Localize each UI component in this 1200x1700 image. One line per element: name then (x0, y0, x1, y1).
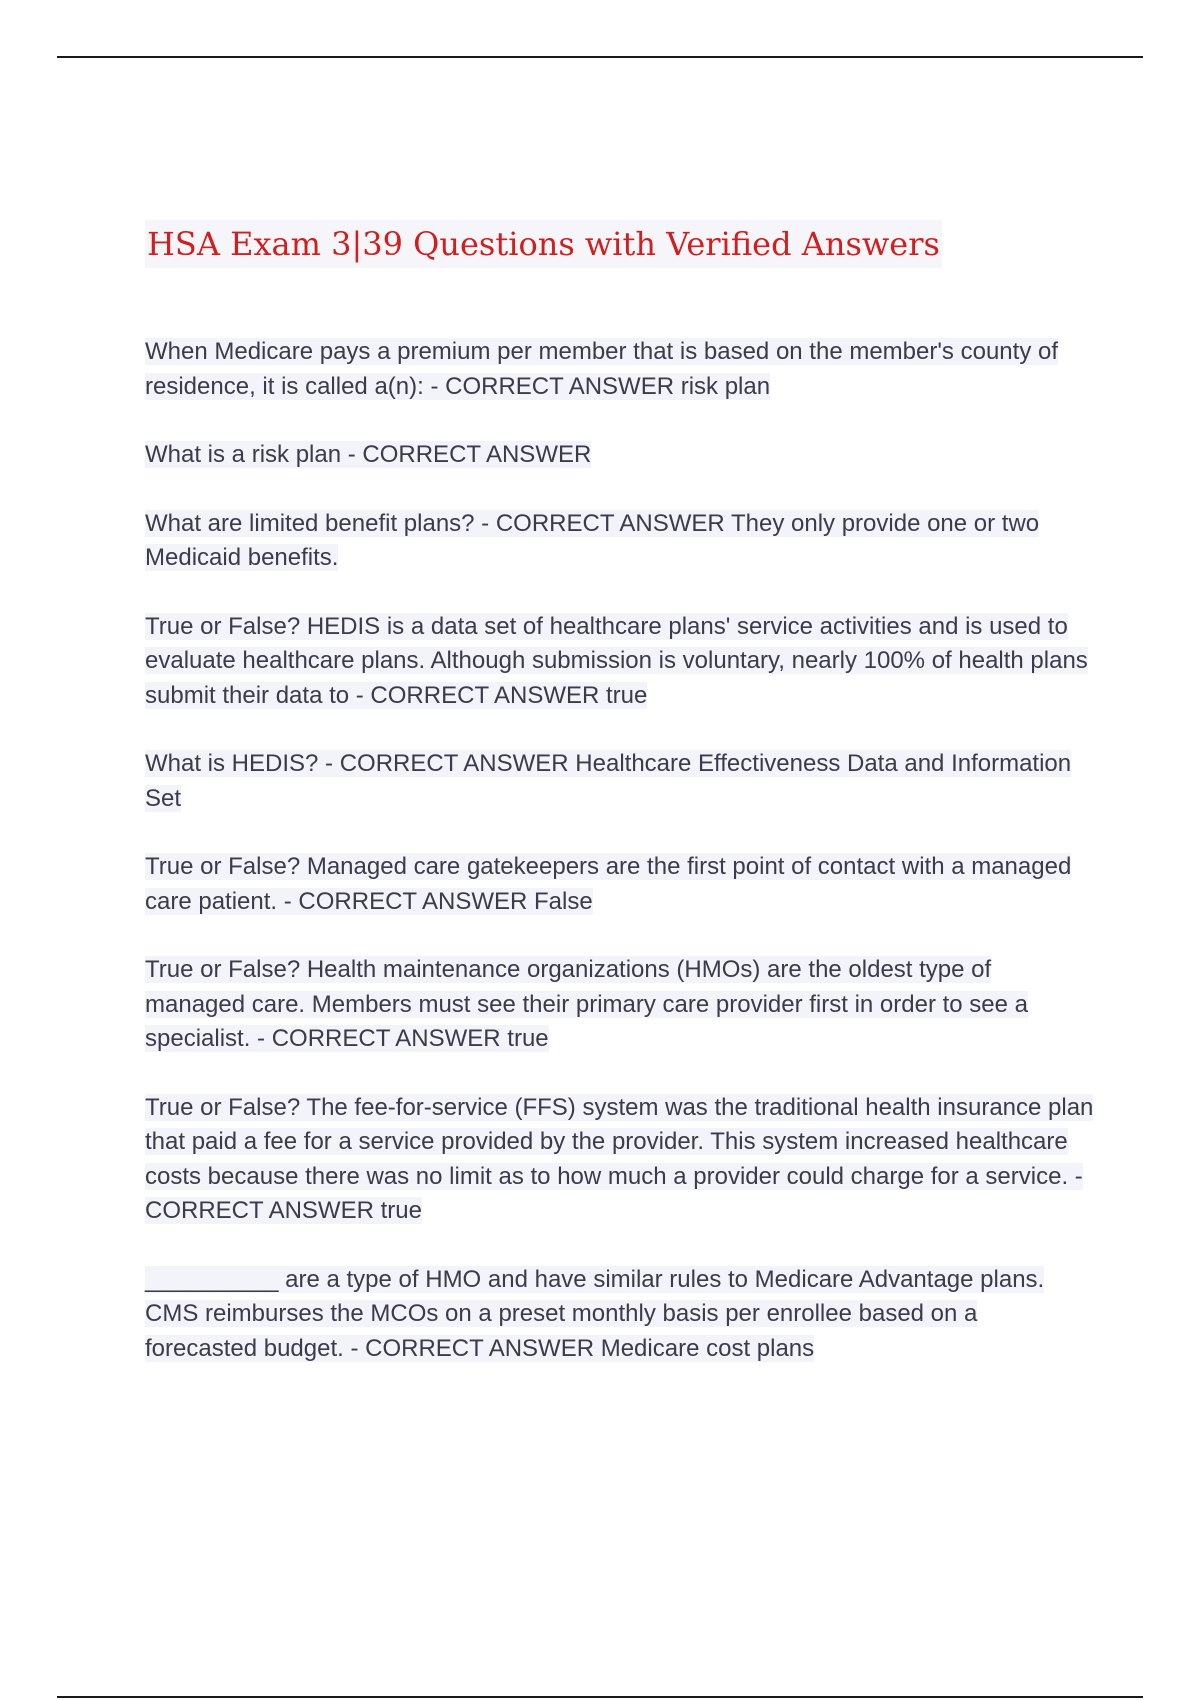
qa-item-text: What are limited benefit plans? - CORRECT ANSWER They only provide one or two Medicaid benefits. (145, 509, 1040, 571)
top-rule (57, 56, 1143, 58)
qa-item-text: True or False? Managed care gatekeepers are the first point of contact with a managed care patient. - CORRECT ANSWER False (145, 853, 1072, 915)
qa-item (145, 1263, 1095, 1367)
qa-item (145, 747, 1095, 816)
qa-list (145, 335, 1095, 1400)
qa-item-text: True or False? The fee-for-service (FFS) system was the traditional health insurance plan that paid a fee for a service provided by the provider. This system increased healthcare costs because there was no limit as to how much a provider could charge for a service. - CORRECT ANSWER true (145, 1093, 1094, 1224)
qa-item (145, 953, 1095, 1057)
document-title: HSA Exam 3|39 Questions with Verified Answers (145, 220, 942, 268)
bottom-rule (57, 1696, 1143, 1698)
qa-item-text: What is a risk plan - CORRECT ANSWER (145, 441, 592, 468)
qa-item (145, 507, 1095, 576)
qa-item (145, 850, 1095, 919)
qa-item-text: When Medicare pays a premium per member that is based on the member's county of residence, it is called a(n): - CORRECT ANSWER risk plan (145, 338, 1058, 400)
qa-item (145, 1091, 1095, 1229)
qa-item (145, 438, 1095, 473)
qa-item-text: __________ are a type of HMO and have similar rules to Medicare Advantage plans. CMS reimburses the MCOs on a preset monthly basis per enrollee based on a forecasted budget. - CORRECT ANSWER Medicare cost plans (145, 1265, 1045, 1362)
qa-item (145, 335, 1095, 404)
qa-item-text: True or False? HEDIS is a data set of healthcare plans' service activities and is used to evaluate healthcare plans. Although submission is voluntary, nearly 100% of health plans submit their data to - CORRECT ANSWER true (145, 612, 1088, 709)
qa-item-text: What is HEDIS? - CORRECT ANSWER Healthcare Effectiveness Data and Information Set (145, 750, 1072, 812)
qa-item-text: True or False? Health maintenance organizations (HMOs) are the oldest type of managed care. Members must see their primary care provider first in order to see a specialist. - CORRECT ANSWER true (145, 956, 1029, 1052)
qa-item (145, 610, 1095, 714)
